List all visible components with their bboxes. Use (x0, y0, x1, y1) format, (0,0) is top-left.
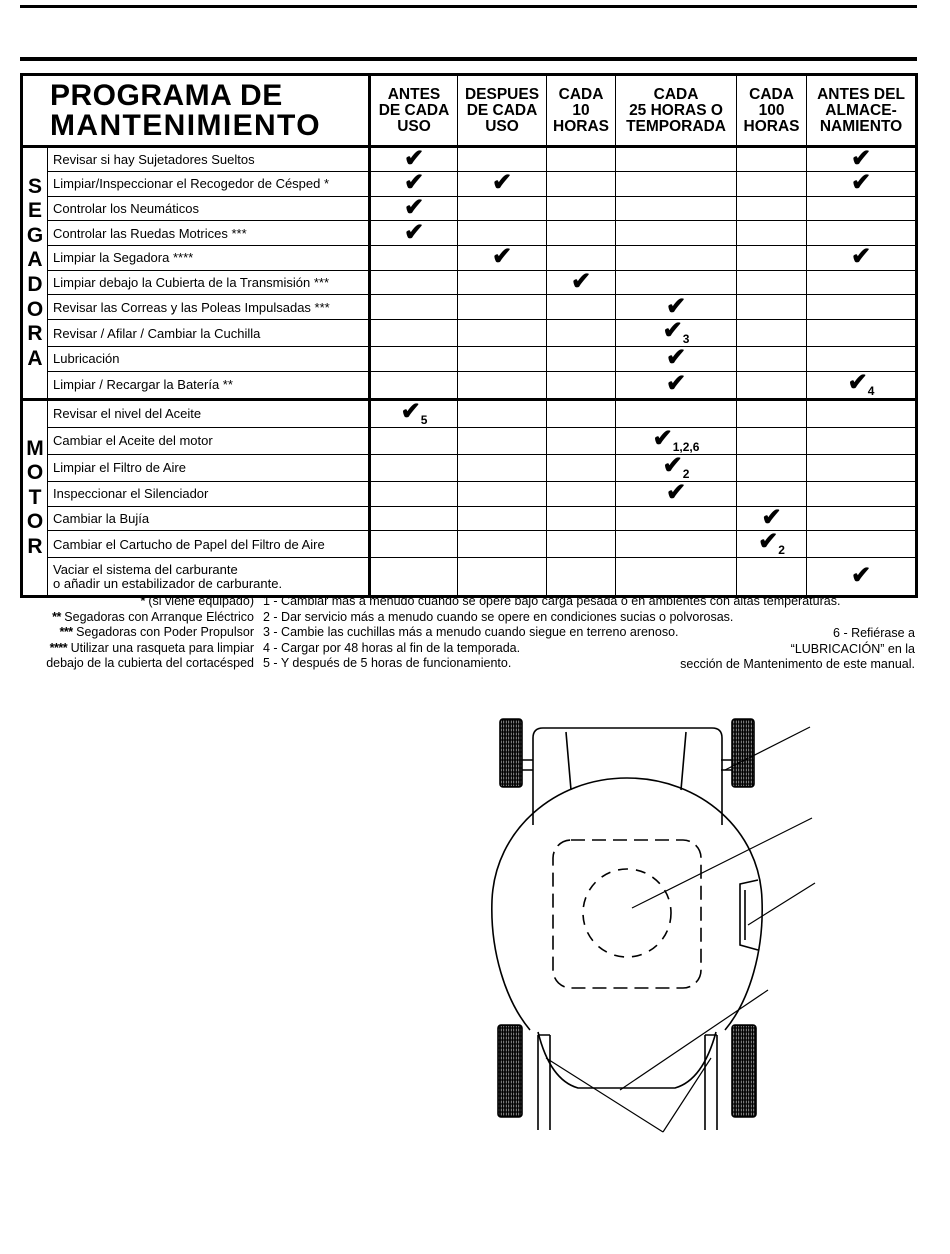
schedule-cell (807, 221, 917, 246)
task-text: Vaciar el sistema del carburante (53, 561, 238, 577)
footnote-symbol (20, 610, 254, 626)
schedule-cell (737, 147, 807, 172)
task-label (48, 399, 370, 427)
task-label (48, 246, 370, 271)
section-label-motor (22, 399, 48, 596)
schedule-cell (616, 451, 737, 481)
schedule-cell (458, 221, 547, 246)
schedule-cell (807, 147, 917, 172)
footnote-1: 1 - Cambiar más a menudo cuando se opere bajo carga pesada o en ambientes con altas temperaturas. (263, 594, 841, 608)
schedule-cell (616, 221, 737, 246)
col-label: DESPUES (464, 85, 540, 103)
footnote-symbol (20, 625, 254, 641)
check-note: 2 (778, 543, 785, 558)
section-letter: O (26, 510, 44, 534)
task-text: Revisar las Correas y las Poleas Impulsadas *** (53, 299, 330, 315)
footnote-6-line: “LUBRICACIÓN” en la (790, 641, 915, 656)
schedule-cell (737, 270, 807, 295)
task-label (48, 531, 370, 558)
check-icon: ✔ (761, 503, 782, 531)
schedule-cell (547, 558, 616, 597)
deck-rear (538, 1032, 716, 1088)
schedule-cell (547, 531, 616, 558)
col-label: ANTES DEL (817, 85, 905, 103)
section-letter: D (27, 272, 43, 296)
top-rule (20, 5, 917, 8)
maintenance-schedule-table (20, 73, 918, 598)
task-text: Limpiar/Inspeccionar el Recogedor de Césped * (53, 176, 330, 192)
schedule-cell (370, 454, 458, 481)
section-letter: S (27, 174, 42, 198)
section-letter: M (26, 436, 44, 460)
footnote-3: 3 - Cambie las cuchillas más a menudo cuando siegue en terreno arenoso. (263, 625, 679, 639)
task-text: Revisar si hay Sujetadores Sueltos (53, 152, 255, 167)
schedule-cell (737, 196, 807, 221)
schedule-cell (370, 558, 458, 597)
table-row (22, 481, 917, 506)
schedule-cell (458, 371, 547, 399)
task-text: Cambiar la Bujía (53, 510, 150, 526)
footnote-mark: * (140, 594, 145, 608)
table-header-row (22, 75, 917, 147)
schedule-cell (616, 531, 737, 558)
table-row (22, 172, 917, 197)
check-icon: ✔ (665, 292, 687, 320)
front-right-wheel (732, 719, 754, 787)
check-icon: ✔ (403, 194, 425, 222)
schedule-cell (616, 424, 737, 454)
col-label: TEMPORADA (626, 117, 726, 135)
schedule-cell (370, 147, 458, 172)
schedule-cell (370, 218, 458, 246)
schedule-cell (737, 399, 807, 427)
footnote-6-line: sección de Mantenimento de este manual. (680, 657, 915, 671)
task-text: Limpiar debajo la Cubierta de la Transmisión *** (53, 275, 330, 291)
col-label: ALMACE- (825, 101, 897, 119)
schedule-cell (458, 506, 547, 531)
table-row (22, 371, 917, 399)
task-label (48, 270, 370, 295)
schedule-cell (807, 196, 917, 221)
schedule-cell (616, 270, 737, 295)
section-letter: O (26, 297, 44, 321)
schedule-cell (737, 503, 807, 531)
schedule-cell (616, 196, 737, 221)
check-icon: ✔ (665, 370, 687, 398)
task-label (48, 371, 370, 399)
col-label: DE CADA (378, 101, 450, 119)
section-letter: A (27, 346, 43, 370)
task-label (48, 320, 370, 347)
front-axle-stubs (522, 760, 732, 770)
schedule-cell (547, 196, 616, 221)
footnote-6-line: 6 - Refiérase a (833, 626, 915, 640)
task-label (48, 427, 370, 454)
footnote-mark: *** (59, 625, 73, 639)
schedule-cell (737, 481, 807, 506)
schedule-cell (807, 368, 917, 399)
footnote-text: Segadoras con Arranque Eléctrico (64, 609, 254, 624)
schedule-cell (737, 427, 807, 454)
check-icon: ✔ (662, 451, 683, 479)
check-note: 2 (682, 466, 690, 481)
schedule-cell (370, 320, 458, 347)
column-header-25-hours (616, 75, 737, 147)
table-row (22, 531, 917, 558)
check-icon: ✔ (491, 169, 513, 197)
schedule-cell (458, 147, 547, 172)
task-text: o añadir un estabilizador de carburante. (53, 575, 283, 591)
schedule-cell (458, 295, 547, 320)
schedule-cell (547, 270, 616, 295)
section-label-segadora (22, 147, 48, 400)
task-label (48, 172, 370, 197)
schedule-cell (616, 371, 737, 399)
task-label (48, 506, 370, 531)
schedule-cell (547, 481, 616, 506)
engine-shroud (553, 840, 701, 988)
schedule-cell (458, 243, 547, 271)
check-icon: ✔ (850, 169, 872, 197)
check-note: 3 (682, 332, 690, 347)
task-text: Lubricación (53, 351, 120, 367)
column-header-100-hours (737, 75, 807, 147)
section-letter: A (27, 248, 43, 272)
check-icon: ✔ (850, 145, 872, 172)
task-text: Controlar los Neumáticos (53, 201, 199, 217)
check-icon: ✔ (403, 145, 425, 172)
schedule-cell (737, 172, 807, 197)
task-text: Cambiar el Cartucho de Papel del Filtro de Aire (53, 536, 325, 552)
schedule-cell (458, 531, 547, 558)
leader-line-handles (546, 1058, 711, 1132)
schedule-cell (807, 506, 917, 531)
schedule-cell (547, 221, 616, 246)
schedule-cell (737, 320, 807, 347)
column-header-10-hours (547, 75, 616, 147)
check-icon: ✔ (850, 562, 872, 590)
schedule-cell (616, 506, 737, 531)
task-text: Limpiar el Filtro de Aire (53, 460, 186, 476)
table-row (22, 399, 917, 427)
task-label (48, 147, 370, 172)
schedule-cell (547, 371, 616, 399)
col-label: CADA (653, 85, 699, 103)
schedule-cell (547, 399, 616, 427)
schedule-cell (616, 558, 737, 597)
col-label: DE CADA (466, 101, 538, 119)
table-row (22, 270, 917, 295)
footnote-text: Segadoras con Poder Propulsor (76, 625, 254, 639)
schedule-cell (370, 347, 458, 372)
task-text: Limpiar / Recargar la Batería ** (53, 377, 233, 393)
schedule-cell (807, 531, 917, 558)
schedule-cell (370, 506, 458, 531)
schedule-cell (807, 558, 917, 597)
footnotes-symbols (20, 594, 254, 672)
table-row (22, 558, 917, 597)
front-housing-ribs (566, 732, 686, 790)
title-line-2: MANTENIMIENTO (50, 108, 321, 142)
schedule-cell (458, 399, 547, 427)
task-text: Limpiar la Segadora **** (53, 250, 194, 266)
task-label (48, 454, 370, 481)
col-label: NAMIENTO (819, 117, 903, 135)
schedule-cell (807, 347, 917, 372)
footnote-mark: **** (49, 640, 68, 655)
check-icon: ✔ (652, 424, 673, 452)
schedule-cell (807, 427, 917, 454)
schedule-cell (737, 558, 807, 597)
schedule-cell (616, 172, 737, 197)
task-text: Revisar / Afilar / Cambiar la Cuchilla (53, 325, 261, 341)
column-header-before-storage (807, 75, 917, 147)
title-line-1: PROGRAMA DE (50, 78, 283, 112)
rear-left-wheel (498, 1025, 522, 1117)
check-icon: ✔ (662, 317, 683, 345)
schedule-cell (616, 399, 737, 427)
col-label: 100 (758, 101, 785, 119)
col-label: 10 (572, 101, 590, 119)
table-title (22, 75, 370, 147)
footnote-text: debajo de la cubierta del cortacésped (46, 656, 254, 670)
schedule-cell (807, 243, 917, 271)
schedule-cell (370, 169, 458, 197)
section-letter: E (27, 199, 42, 223)
task-label (48, 295, 370, 320)
check-note: 4 (867, 383, 875, 398)
task-label (48, 347, 370, 372)
schedule-cell (807, 481, 917, 506)
col-label: ANTES (387, 85, 441, 103)
schedule-cell (807, 454, 917, 481)
check-icon: ✔ (847, 368, 868, 396)
engine-cap (583, 869, 671, 957)
footnote-symbol (20, 641, 254, 657)
table-row (22, 347, 917, 372)
footnote-symbol (20, 594, 254, 610)
schedule-cell (807, 270, 917, 295)
table-row (22, 246, 917, 271)
schedule-cell (737, 221, 807, 246)
check-note: 1,2,6 (672, 439, 700, 454)
leader-line-engine (632, 818, 812, 908)
schedule-cell (737, 528, 807, 558)
table-row (22, 295, 917, 320)
schedule-cell (547, 147, 616, 172)
schedule-cell (370, 427, 458, 454)
front-left-wheel (500, 719, 522, 787)
schedule-cell (370, 196, 458, 221)
header-rule (20, 57, 917, 61)
section-letter: O (26, 461, 44, 485)
col-label: HORAS (743, 117, 800, 135)
schedule-cell (547, 454, 616, 481)
schedule-cell (547, 295, 616, 320)
schedule-cell (807, 320, 917, 347)
schedule-cell (616, 481, 737, 506)
table-row (22, 506, 917, 531)
schedule-cell (616, 317, 737, 347)
task-label (48, 558, 370, 597)
footnote-4: 4 - Cargar por 48 horas al fin de la temporada. (263, 640, 521, 655)
footnote-text: Utilizar una rasqueta para limpiar (70, 640, 254, 655)
schedule-cell (737, 454, 807, 481)
rear-right-wheel (732, 1025, 756, 1117)
check-icon: ✔ (403, 218, 425, 246)
table-row (22, 320, 917, 347)
discharge-chute (740, 880, 758, 950)
task-label (48, 196, 370, 221)
schedule-cell (737, 246, 807, 271)
table-row (22, 454, 917, 481)
schedule-cell (458, 270, 547, 295)
schedule-cell (547, 427, 616, 454)
schedule-cell (547, 246, 616, 271)
schedule-cell (547, 347, 616, 372)
schedule-cell (616, 147, 737, 172)
schedule-cell (370, 246, 458, 271)
check-icon: ✔ (665, 479, 687, 507)
col-label: 25 HORAS O (629, 101, 723, 119)
schedule-cell (616, 246, 737, 271)
check-icon: ✔ (491, 243, 513, 271)
col-label: CADA (749, 85, 794, 103)
mower-lubrication-diagram (490, 710, 830, 1140)
schedule-cell (370, 371, 458, 399)
col-label: HORAS (553, 117, 609, 135)
task-text: Controlar las Ruedas Motrices *** (53, 225, 247, 241)
schedule-cell (807, 169, 917, 197)
schedule-cell (807, 295, 917, 320)
column-header-after-use (458, 75, 547, 147)
table-row (22, 221, 917, 246)
schedule-cell (370, 295, 458, 320)
schedule-cell (737, 295, 807, 320)
section-letter: R (27, 534, 43, 558)
schedule-cell (547, 320, 616, 347)
footnote-symbol (20, 656, 254, 672)
check-icon: ✔ (400, 397, 421, 425)
footnote-6 (680, 626, 915, 673)
schedule-cell (370, 531, 458, 558)
schedule-cell (547, 506, 616, 531)
schedule-cell (458, 558, 547, 597)
table-row (22, 196, 917, 221)
check-icon: ✔ (403, 169, 425, 197)
schedule-cell (458, 454, 547, 481)
task-text: Revisar el nivel del Aceite (53, 406, 202, 422)
section-letter: T (28, 485, 42, 509)
schedule-cell (616, 344, 737, 372)
check-note: 5 (420, 412, 428, 427)
schedule-cell (807, 399, 917, 427)
footnote-2: 2 - Dar servicio más a menudo cuando se opere en condiciones sucias o polvorosas. (263, 609, 734, 624)
task-text: Inspeccionar el Silenciador (53, 486, 209, 502)
schedule-cell (370, 481, 458, 506)
col-label: USO (397, 117, 431, 135)
column-header-before-use (370, 75, 458, 147)
table-body (22, 147, 917, 597)
table-row (22, 147, 917, 172)
section-letter: G (26, 223, 44, 247)
footnote-5: 5 - Y después de 5 horas de funcionamiento. (263, 656, 512, 670)
leader-line-chute (748, 883, 815, 925)
table-row (22, 427, 917, 454)
check-icon: ✔ (850, 243, 872, 271)
schedule-cell (458, 481, 547, 506)
check-icon: ✔ (758, 528, 779, 556)
task-text: Cambiar el Aceite del motor (53, 433, 213, 449)
col-label: USO (485, 117, 519, 135)
schedule-cell (458, 196, 547, 221)
task-label (48, 481, 370, 506)
schedule-cell (370, 270, 458, 295)
schedule-cell (370, 399, 458, 427)
section-letter: R (27, 322, 43, 346)
task-label (48, 221, 370, 246)
schedule-cell (737, 371, 807, 399)
schedule-cell (616, 292, 737, 320)
schedule-cell (737, 347, 807, 372)
schedule-cell (458, 427, 547, 454)
check-icon: ✔ (570, 268, 592, 296)
schedule-cell (458, 320, 547, 347)
schedule-cell (458, 169, 547, 197)
footnote-text: (si viene equipado) (148, 594, 254, 608)
col-label: CADA (558, 85, 604, 103)
footnote-mark: ** (52, 609, 61, 624)
schedule-cell (458, 347, 547, 372)
front-housing (533, 728, 722, 825)
schedule-cell (547, 172, 616, 197)
check-icon: ✔ (665, 344, 687, 372)
